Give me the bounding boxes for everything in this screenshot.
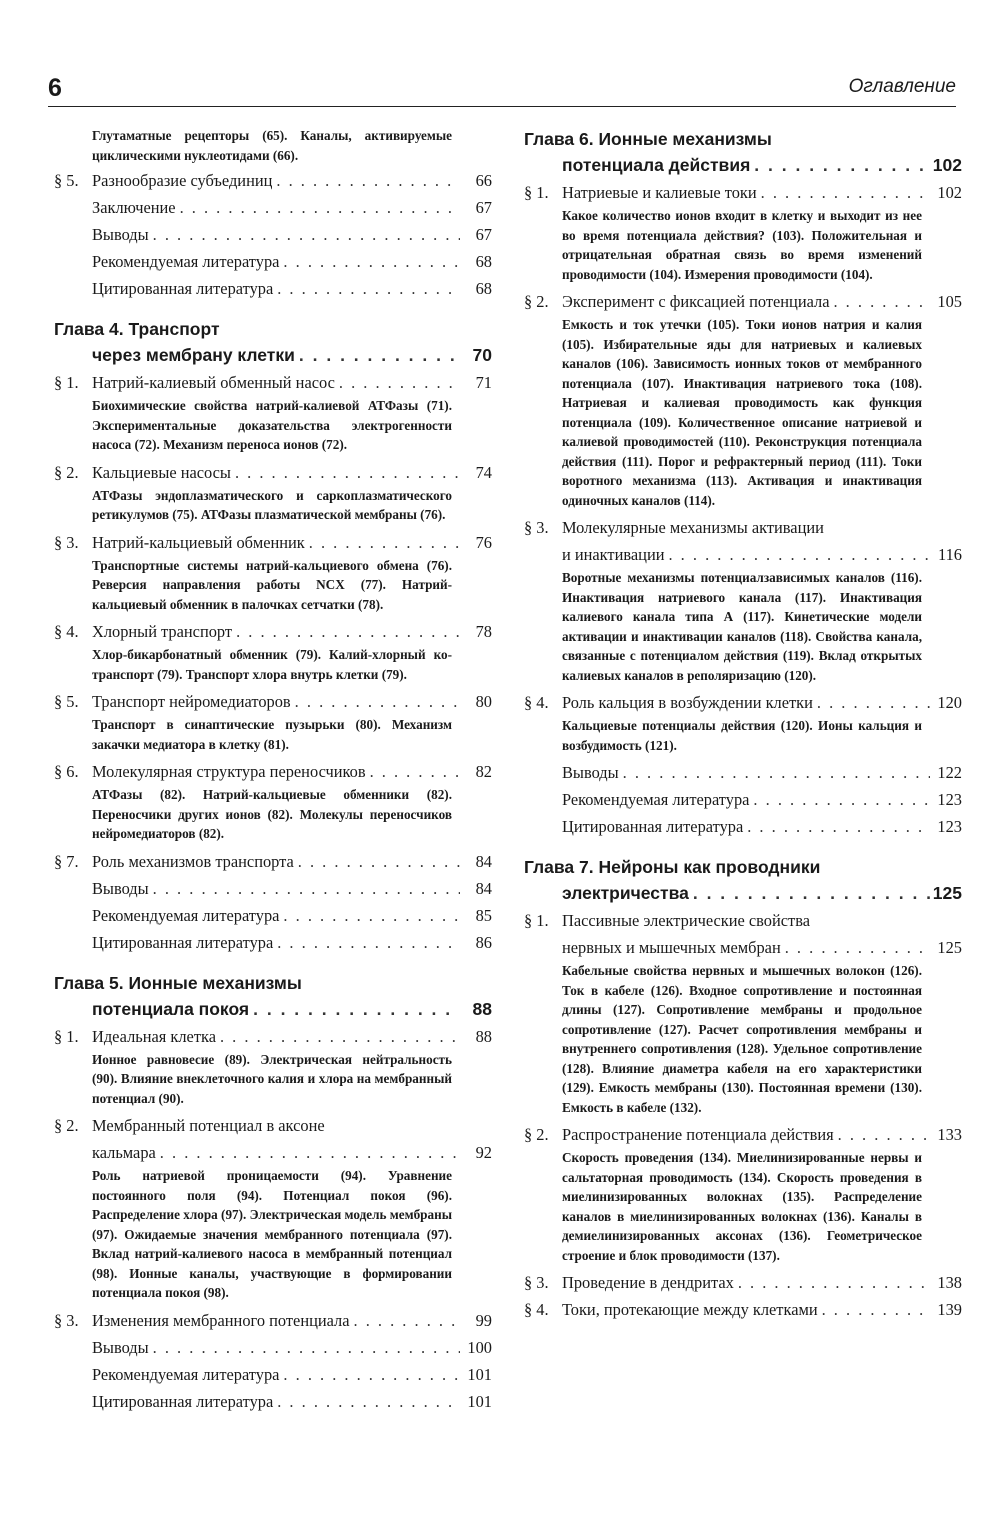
toc-entry[interactable] (54, 1334, 492, 1361)
toc-entry[interactable] (54, 875, 492, 902)
leader-dots (279, 248, 460, 275)
toc-entry[interactable] (524, 689, 962, 716)
section-number: § 1. (524, 911, 549, 930)
leader-dots (750, 152, 930, 179)
page-ref: 68 (475, 252, 492, 271)
entry-description: Какое количество ионов входит в клетку и выходит из нее во время потенциала действия? (103). Положительная и отрицательная обратная связь во время изменений проводимости (104). Измерения проводимости (104). (562, 208, 922, 282)
chapter-title-line2: электричества (562, 883, 689, 903)
leader-dots (231, 459, 460, 486)
toc-entry[interactable] (54, 194, 492, 221)
entry-title: Молекулярная структура переносчиков (92, 762, 366, 781)
toc-entry[interactable] (524, 786, 962, 813)
section-number: § 4. (524, 1300, 549, 1319)
entry-title: Проведение в дендритах (562, 1273, 734, 1292)
entry-description: Хлор-бикарбонатный обменник (79). Калий-хлорный ко-транспорт (79). Транспорт хлора внутрь клетки (79). (92, 647, 452, 682)
chapter-title-line2: через мембрану клетки (92, 345, 295, 365)
page-ref: 102 (932, 155, 962, 175)
entry-title: Цитированная литература (562, 817, 744, 836)
toc-entry[interactable] (54, 902, 492, 929)
entry-description: Транспортные системы натрий-кальциевого обмена (76). Реверсия направления работы NCX (77). Натрий-кальциевый обменник в палочках сетчатки (78). (92, 557, 452, 612)
page-ref: 88 (475, 1026, 492, 1046)
section-number: § 3. (524, 518, 549, 537)
toc-entry[interactable] (54, 848, 492, 875)
toc-entry[interactable] (54, 618, 492, 645)
page-ref: 76 (475, 532, 492, 552)
leader-dots (279, 902, 460, 929)
entry-title: Натрий-кальциевый обменник (92, 532, 305, 552)
leader-dots (294, 848, 460, 875)
page-ref: 105 (937, 292, 962, 311)
toc-entry[interactable] (54, 275, 492, 302)
section-number: § 3. (54, 1310, 79, 1330)
page-ref: 102 (937, 183, 962, 202)
leader-dots (689, 880, 930, 907)
toc-entry-continued[interactable] (524, 541, 962, 568)
toc-entry[interactable] (524, 288, 962, 315)
leader-dots (734, 1269, 930, 1296)
entry-title: Рекомендуемая литература (562, 790, 750, 809)
toc-entry[interactable] (524, 813, 962, 840)
entry-description: Кальциевые потенциалы действия (120). Ионы кальция и возбудимость (121). (562, 718, 922, 753)
page-ref: 84 (475, 878, 492, 898)
entry-title: Мембранный потенциал в аксоне (92, 1116, 325, 1135)
entry-title: Натриевые и калиевые токи (562, 183, 757, 202)
section-number: § 5. (54, 692, 79, 711)
toc-entry[interactable] (54, 529, 492, 556)
section-number: § 1. (524, 183, 549, 202)
chapter-title-line2: потенциала покоя (92, 998, 250, 1019)
entry-description: АТФазы (82). Натрий-кальциевые обменники (82). Переносчики других ионов (82). Молекулы переносчиков нейромедиаторов (82). (92, 787, 452, 841)
section-number: § 3. (524, 1273, 549, 1292)
toc-entry[interactable] (524, 1269, 962, 1296)
leader-dots (295, 342, 460, 369)
chapter-title-line1: Глава 5. Ионные механизмы (54, 972, 302, 993)
chapter-heading[interactable] (54, 316, 492, 369)
page-ref: 133 (937, 1125, 962, 1144)
entry-title: кальмара (92, 1143, 156, 1162)
leader-dots (305, 529, 460, 556)
entry-title: Кальциевые насосы (92, 462, 231, 482)
toc-entry[interactable] (524, 1296, 962, 1323)
leader-dots (273, 275, 460, 302)
entry-title: Выводы (92, 878, 149, 898)
section-number: § 2. (54, 1116, 79, 1135)
toc-entry[interactable] (54, 369, 492, 396)
entry-title: Роль механизмов транспорта (92, 851, 294, 871)
entry-title: Молекулярные механизмы активации (562, 518, 824, 537)
page-ref: 84 (475, 851, 492, 871)
leader-dots (156, 1139, 460, 1166)
page-header (48, 70, 956, 107)
page-ref: 82 (475, 762, 492, 781)
entry-description: Глутаматные рецепторы (65). Каналы, активируемые циклическими нуклеотидами (66). (92, 128, 452, 163)
entry-title: Распространение потенциала действия (562, 1125, 834, 1144)
leader-dots (176, 194, 460, 221)
leader-dots (232, 618, 460, 645)
leader-dots (813, 689, 930, 716)
section-number: § 2. (524, 292, 549, 311)
toc-entry-continued[interactable] (524, 934, 962, 961)
entry-title: Идеальная клетка (92, 1026, 216, 1046)
entry-description: Скорость проведения (134). Миелинизированные нервы и сальтаторная проводимость (134). Скорость проведения в миелинизированных волокнах (135). Распределение каналов в миелинизированных волокнах (136). Каналы в демиелинизированных аксонах (136). Геометрическое строение и блок проводимости (137). (562, 1150, 922, 1263)
leader-dots (664, 541, 930, 568)
page-ref: 66 (475, 171, 492, 190)
chapter-title-line1: Глава 7. Нейроны как проводники (524, 857, 821, 877)
entry-description: Роль натриевой проницаемости (94). Уравнение постоянного поля (94). Потенциал покоя (96). Распределение хлора (97). Электрическая модель мембраны (97). Ожидаемые значения мембранного потенциала (97). Вклад натрий-калиевого насоса в мембранный потенциал (98). Ионные каналы, участвующие в формировании потенциала покоя (98). (92, 1168, 452, 1300)
leader-dots (272, 167, 460, 194)
page-number: 6 (48, 74, 62, 102)
page-ref: 125 (932, 883, 962, 903)
toc-entry[interactable] (54, 459, 492, 486)
toc-right-column (524, 126, 962, 1323)
page-ref: 74 (475, 462, 492, 482)
page-ref: 67 (475, 198, 492, 217)
leader-dots (829, 288, 930, 315)
leader-dots (781, 934, 930, 961)
chapter-title-line1: Глава 4. Транспорт (54, 319, 220, 339)
page-ref: 68 (475, 279, 492, 298)
toc-entry[interactable] (54, 1388, 492, 1415)
entry-title: и инактивации (562, 545, 665, 564)
page-ref: 101 (467, 1391, 492, 1411)
entry-title: Выводы (562, 763, 619, 782)
leader-dots (350, 1307, 460, 1334)
page-ref: 78 (475, 622, 492, 641)
toc-entry[interactable] (524, 1121, 962, 1148)
leader-dots (149, 875, 460, 902)
entry-description: АТФазы эндоплазматического и саркоплазматического ретикулумов (75). АТФазы плазматической мембраны (76). (92, 487, 452, 522)
chapter-heading[interactable] (524, 126, 962, 179)
entry-title: Цитированная литература (92, 1391, 274, 1411)
page-ref: 88 (472, 998, 492, 1019)
chapter-title-line2: потенциала действия (562, 155, 751, 175)
entry-title: Разнообразие субъединиц (92, 171, 273, 190)
leader-dots (149, 1334, 460, 1361)
entry-title: Хлорный транспорт (92, 622, 233, 641)
toc-entry-continued[interactable] (54, 1139, 492, 1166)
entry-title: Пассивные электрические свойства (562, 911, 811, 930)
page-ref: 122 (937, 763, 962, 782)
page-ref: 86 (475, 932, 492, 952)
page-ref: 116 (938, 545, 962, 564)
section-number: § 2. (524, 1125, 549, 1144)
toc-entry[interactable] (524, 179, 962, 206)
leader-dots (273, 1388, 460, 1415)
leader-dots (743, 813, 930, 840)
entry-title: Цитированная литература (92, 279, 274, 298)
entry-title: Рекомендуемая литература (92, 252, 280, 271)
leader-dots (366, 758, 460, 785)
leader-dots (249, 996, 460, 1023)
entry-title: Рекомендуемая литература (92, 1364, 280, 1384)
toc-entry[interactable] (54, 1023, 492, 1050)
toc-entry[interactable] (54, 1361, 492, 1388)
entry-title: Изменения мембранного потенциала (92, 1310, 350, 1330)
chapter-heading[interactable] (54, 970, 492, 1023)
page-ref: 67 (475, 225, 492, 244)
toc-entry[interactable] (524, 514, 962, 541)
section-number: § 1. (54, 1026, 79, 1046)
leader-dots (749, 786, 930, 813)
entry-description: Кабельные свойства нервных и мышечных волокон (126). Ток в кабеле (126). Входное сопротивление и постоянная длины (127). Сопротивление мембраны и продольное сопротивление (127). Расчет сопротивления мембраны и внутреннего сопротивления (128). Удельное сопротивление (128). Влияние диаметра кабеля на его характеристики (129). Емкость мембраны (130). Постоянная времени (130). Емкость в кабеле (132). (562, 963, 922, 1115)
page-ref: 80 (475, 692, 492, 711)
entry-description: Биохимические свойства натрий-калиевой АТФазы (71). Экспериментальные доказательства электрогенности насоса (72). Механизм переноса ионов (72). (92, 398, 452, 452)
leader-dots (279, 1361, 460, 1388)
section-number: § 5. (54, 171, 79, 190)
toc-entry[interactable] (524, 907, 962, 934)
leader-dots (619, 759, 930, 786)
leader-dots (834, 1121, 930, 1148)
section-number: § 4. (54, 622, 79, 641)
page-ref: 123 (937, 817, 962, 836)
page-ref: 70 (472, 345, 492, 365)
entry-title: Выводы (92, 1337, 149, 1357)
entry-title: Заключение (92, 198, 176, 217)
section-number: § 2. (54, 462, 79, 482)
toc-entry[interactable] (54, 248, 492, 275)
leader-dots (757, 179, 930, 206)
section-number: § 7. (54, 851, 79, 871)
toc-entry[interactable] (54, 221, 492, 248)
page-ref: 139 (937, 1300, 962, 1319)
toc-entry[interactable] (54, 929, 492, 956)
toc-entry[interactable] (524, 759, 962, 786)
toc-entry[interactable] (54, 758, 492, 785)
leader-dots (291, 688, 460, 715)
page-ref: 123 (937, 790, 962, 809)
page-ref: 71 (475, 373, 492, 392)
entry-title: Роль кальция в возбуждении клетки (562, 693, 813, 712)
entry-description: Ионное равновесие (89). Электрическая нейтральность (90). Влияние внеклеточного калия и хлора на мембранный потенциал (90). (92, 1051, 452, 1106)
toc-entry[interactable] (54, 167, 492, 194)
entry-title: нервных и мышечных мембран (562, 938, 781, 957)
leader-dots (273, 929, 460, 956)
page-ref: 138 (937, 1273, 962, 1292)
entry-title: Токи, протекающие между клетками (562, 1300, 818, 1319)
page-ref: 99 (475, 1310, 492, 1330)
chapter-heading[interactable] (524, 854, 962, 907)
toc-left-column (54, 126, 492, 1415)
entry-title: Цитированная литература (92, 932, 274, 952)
entry-title: Выводы (92, 225, 149, 244)
entry-description: Емкость и ток утечки (105). Токи ионов натрия и калия (105). Избирательные яды для натриевых и калиевых каналов (106). Зависимость ионных токов от мембранного потенциала (107). Инактивация натриевого тока (108). Натриевая и калиевая проводимость как функция потенциала (109). Количественное описание натриевой и калиевой проводимостей (110). Реконструкция потенциала действия (111). Порог и рефрактерный период (111). Токи воротного механизма (113). Активация и инактивация одиночных каналов (114). (562, 317, 922, 508)
section-number: § 6. (54, 762, 79, 781)
toc-entry[interactable] (54, 688, 492, 715)
entry-title: Рекомендуемая литература (92, 905, 280, 925)
section-number: § 3. (54, 532, 79, 552)
leader-dots (149, 221, 460, 248)
leader-dots (818, 1296, 930, 1323)
leader-dots (335, 369, 460, 396)
entry-description: Транспорт в синаптические пузырьки (80). Механизм закачки медиатора в клетку (81). (92, 717, 452, 752)
entry-description: Воротные механизмы потенциалзависимых каналов (116). Инактивация натриевого канала (117). Инактивация калиевого канала типа А (117). Кинетические модели активации и инактивации каналов (118). Свойства канала, связанные с потенциалом действия (119). Вклад открытых калиевых каналов в реполяризацию (120). (562, 570, 922, 683)
page-ref: 85 (475, 905, 492, 925)
running-head: Оглавление (848, 76, 956, 97)
page-ref: 100 (467, 1337, 492, 1357)
leader-dots (216, 1023, 460, 1050)
page-ref: 120 (937, 693, 962, 712)
page-ref: 125 (937, 938, 962, 957)
toc-entry[interactable] (54, 1112, 492, 1139)
toc-entry[interactable] (54, 1307, 492, 1334)
page-ref: 101 (467, 1364, 492, 1384)
entry-title: Эксперимент с фиксацией потенциала (562, 292, 830, 311)
entry-title: Натрий-калиевый обменный насос (92, 373, 335, 392)
page-ref: 92 (475, 1143, 492, 1162)
entry-title: Транспорт нейромедиаторов (92, 692, 291, 711)
section-number: § 1. (54, 373, 79, 392)
section-number: § 4. (524, 693, 549, 712)
chapter-title-line1: Глава 6. Ионные механизмы (524, 129, 772, 149)
